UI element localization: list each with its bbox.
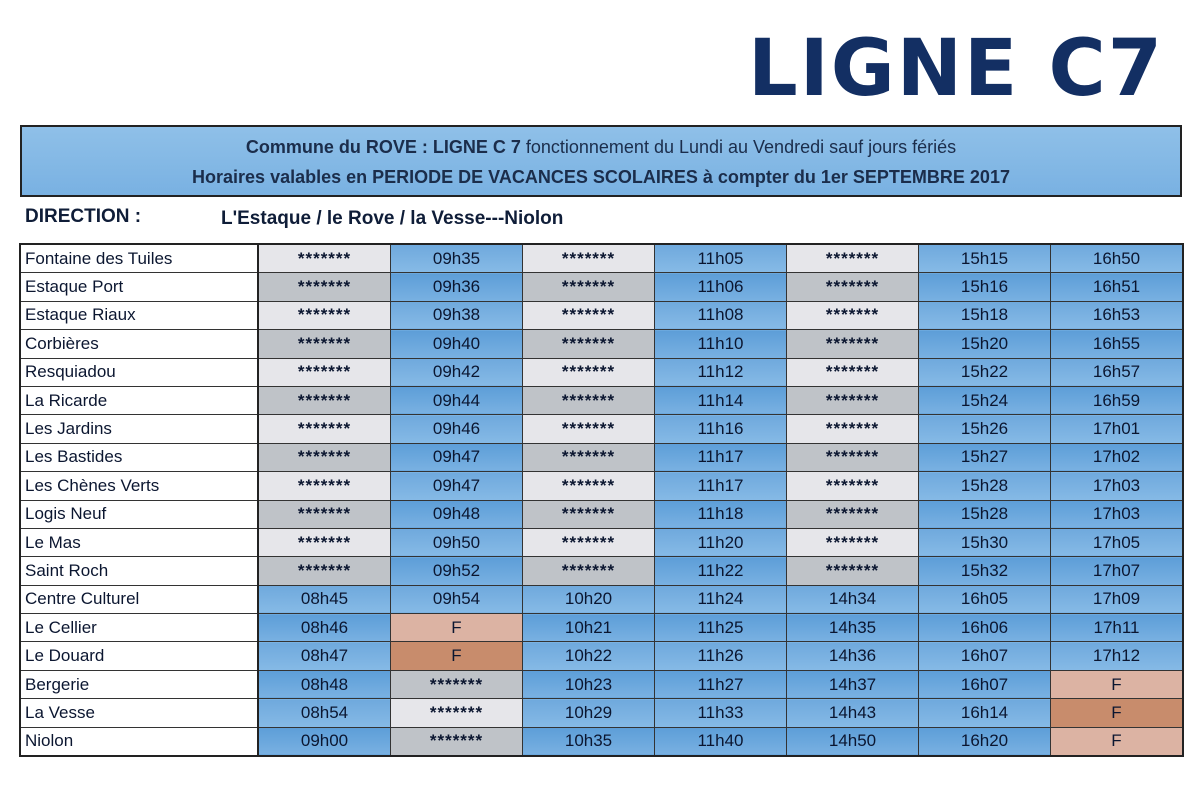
time-cell: 11h10 <box>655 330 787 358</box>
header-line-1-bold: Commune du ROVE : LIGNE C 7 <box>245 137 521 157</box>
header-line-2-date: 1er SEPTEMBRE 2017 <box>820 167 1010 187</box>
table-row <box>20 472 1183 500</box>
stop-name: Estaque Port <box>20 273 258 301</box>
time-cell: 11h40 <box>655 727 787 756</box>
time-cell: ******* <box>523 500 655 528</box>
stop-name: Le Mas <box>20 528 258 556</box>
stop-name: Les Chènes Verts <box>20 472 258 500</box>
time-cell: 17h09 <box>1051 585 1184 613</box>
time-cell: 15h18 <box>919 301 1051 329</box>
time-cell: 17h12 <box>1051 642 1184 670</box>
table-row <box>20 699 1183 727</box>
time-cell: ******* <box>523 358 655 386</box>
time-cell: 09h38 <box>391 301 523 329</box>
table-row <box>20 244 1183 273</box>
time-cell: ******* <box>523 415 655 443</box>
stop-name: Le Cellier <box>20 614 258 642</box>
table-row <box>20 330 1183 358</box>
time-cell: ******* <box>258 358 391 386</box>
time-cell: 16h14 <box>919 699 1051 727</box>
time-cell: 09h48 <box>391 500 523 528</box>
time-cell: 15h20 <box>919 330 1051 358</box>
time-cell: ******* <box>787 528 919 556</box>
time-cell: ******* <box>258 273 391 301</box>
time-cell: ******* <box>391 699 523 727</box>
header-line-2-from: à compter du <box>697 167 821 187</box>
time-cell: 15h22 <box>919 358 1051 386</box>
time-cell: 09h36 <box>391 273 523 301</box>
time-cell: 16h53 <box>1051 301 1184 329</box>
time-cell: 16h59 <box>1051 386 1184 414</box>
header-line-2-period: Horaires valables en PERIODE DE VACANCES SCOLAIRES <box>192 167 698 187</box>
time-cell: ******* <box>523 557 655 585</box>
time-cell: 14h50 <box>787 727 919 756</box>
time-cell: ******* <box>258 415 391 443</box>
time-cell: 11h18 <box>655 500 787 528</box>
time-cell: 14h36 <box>787 642 919 670</box>
time-cell: 15h27 <box>919 443 1051 471</box>
time-cell: ******* <box>258 301 391 329</box>
time-cell: 10h20 <box>523 585 655 613</box>
time-cell: 16h06 <box>919 614 1051 642</box>
time-cell: 16h07 <box>919 642 1051 670</box>
time-cell: 14h34 <box>787 585 919 613</box>
time-cell: 09h50 <box>391 528 523 556</box>
table-row <box>20 585 1183 613</box>
time-cell: 11h14 <box>655 386 787 414</box>
time-cell: ******* <box>258 386 391 414</box>
time-cell: 09h54 <box>391 585 523 613</box>
time-cell: ******* <box>258 557 391 585</box>
time-cell: ******* <box>523 443 655 471</box>
time-cell: 15h15 <box>919 244 1051 273</box>
stop-name: Le Douard <box>20 642 258 670</box>
time-cell: F <box>391 614 523 642</box>
time-cell: 16h07 <box>919 670 1051 698</box>
time-cell: 17h07 <box>1051 557 1184 585</box>
time-cell: 14h37 <box>787 670 919 698</box>
time-cell: 09h52 <box>391 557 523 585</box>
stop-name: Bergerie <box>20 670 258 698</box>
time-cell: 11h12 <box>655 358 787 386</box>
time-cell: ******* <box>523 330 655 358</box>
time-cell: ******* <box>523 244 655 273</box>
time-cell: 17h03 <box>1051 472 1184 500</box>
table-row <box>20 386 1183 414</box>
time-cell: 15h28 <box>919 472 1051 500</box>
time-cell: 10h29 <box>523 699 655 727</box>
time-cell: 09h00 <box>258 727 391 756</box>
stop-name: Niolon <box>20 727 258 756</box>
time-cell: ******* <box>391 727 523 756</box>
time-cell: 15h30 <box>919 528 1051 556</box>
time-cell: 09h40 <box>391 330 523 358</box>
time-cell: ******* <box>787 330 919 358</box>
time-cell: ******* <box>787 557 919 585</box>
time-cell: 11h20 <box>655 528 787 556</box>
time-cell: 10h23 <box>523 670 655 698</box>
time-cell: 08h47 <box>258 642 391 670</box>
table-row <box>20 301 1183 329</box>
time-cell: ******* <box>787 244 919 273</box>
time-cell: 14h43 <box>787 699 919 727</box>
timetable-body <box>20 244 1183 756</box>
time-cell: 11h24 <box>655 585 787 613</box>
time-cell: ******* <box>523 386 655 414</box>
table-row <box>20 358 1183 386</box>
time-cell: 08h45 <box>258 585 391 613</box>
time-cell: 11h06 <box>655 273 787 301</box>
time-cell: 16h50 <box>1051 244 1184 273</box>
time-cell: F <box>391 642 523 670</box>
time-cell: 16h51 <box>1051 273 1184 301</box>
time-cell: 11h22 <box>655 557 787 585</box>
time-cell: 09h35 <box>391 244 523 273</box>
time-cell: ******* <box>258 472 391 500</box>
table-row <box>20 670 1183 698</box>
stop-name: Logis Neuf <box>20 500 258 528</box>
time-cell: ******* <box>391 670 523 698</box>
time-cell: 16h05 <box>919 585 1051 613</box>
time-cell: 17h11 <box>1051 614 1184 642</box>
time-cell: ******* <box>523 301 655 329</box>
time-cell: 09h47 <box>391 443 523 471</box>
time-cell: 11h26 <box>655 642 787 670</box>
time-cell: 15h16 <box>919 273 1051 301</box>
time-cell: 09h46 <box>391 415 523 443</box>
time-cell: ******* <box>523 273 655 301</box>
time-cell: 14h35 <box>787 614 919 642</box>
stop-name: Les Bastides <box>20 443 258 471</box>
table-row <box>20 443 1183 471</box>
time-cell: 17h01 <box>1051 415 1184 443</box>
time-cell: ******* <box>523 472 655 500</box>
stop-name: Estaque Riaux <box>20 301 258 329</box>
time-cell: ******* <box>787 273 919 301</box>
time-cell: 11h16 <box>655 415 787 443</box>
stop-name: Resquiadou <box>20 358 258 386</box>
table-row <box>20 415 1183 443</box>
direction-route: L'Estaque / le Rove / la Vesse---Niolon <box>221 208 564 229</box>
stop-name: Corbières <box>20 330 258 358</box>
time-cell: 16h55 <box>1051 330 1184 358</box>
timetable <box>19 243 1184 757</box>
time-cell: ******* <box>787 443 919 471</box>
time-cell: 16h20 <box>919 727 1051 756</box>
schedule-header <box>20 125 1182 197</box>
time-cell: 09h44 <box>391 386 523 414</box>
time-cell: 10h22 <box>523 642 655 670</box>
time-cell: 11h25 <box>655 614 787 642</box>
page-title: LIGNE C7 <box>748 24 1164 114</box>
time-cell: 08h46 <box>258 614 391 642</box>
stop-name: Les Jardins <box>20 415 258 443</box>
time-cell: 11h27 <box>655 670 787 698</box>
time-cell: ******* <box>258 330 391 358</box>
time-cell: 10h35 <box>523 727 655 756</box>
stop-name: Saint Roch <box>20 557 258 585</box>
header-line-1-rest: fonctionnement du Lundi au Vendredi sauf jours fériés <box>520 137 957 157</box>
stop-name: La Vesse <box>20 699 258 727</box>
time-cell: ******* <box>787 415 919 443</box>
time-cell: ******* <box>258 244 391 273</box>
time-cell: ******* <box>787 358 919 386</box>
stop-name: La Ricarde <box>20 386 258 414</box>
table-row <box>20 500 1183 528</box>
time-cell: 09h42 <box>391 358 523 386</box>
time-cell: 10h21 <box>523 614 655 642</box>
stop-name: Centre Culturel <box>20 585 258 613</box>
table-row <box>20 727 1183 756</box>
time-cell: 17h02 <box>1051 443 1184 471</box>
time-cell: 15h32 <box>919 557 1051 585</box>
time-cell: ******* <box>787 472 919 500</box>
time-cell: 17h05 <box>1051 528 1184 556</box>
time-cell: 15h28 <box>919 500 1051 528</box>
time-cell: 11h08 <box>655 301 787 329</box>
time-cell: 16h57 <box>1051 358 1184 386</box>
time-cell: 11h33 <box>655 699 787 727</box>
direction-label: DIRECTION : <box>25 206 142 227</box>
table-row <box>20 614 1183 642</box>
time-cell: 17h03 <box>1051 500 1184 528</box>
time-cell: ******* <box>787 500 919 528</box>
time-cell: 09h47 <box>391 472 523 500</box>
time-cell: ******* <box>523 528 655 556</box>
time-cell: F <box>1051 727 1184 756</box>
stop-name: Fontaine des Tuiles <box>20 244 258 273</box>
time-cell: ******* <box>258 528 391 556</box>
table-row <box>20 642 1183 670</box>
table-row <box>20 528 1183 556</box>
time-cell: ******* <box>258 443 391 471</box>
time-cell: F <box>1051 670 1184 698</box>
time-cell: 11h17 <box>655 472 787 500</box>
time-cell: F <box>1051 699 1184 727</box>
time-cell: 08h54 <box>258 699 391 727</box>
time-cell: 11h05 <box>655 244 787 273</box>
time-cell: 15h24 <box>919 386 1051 414</box>
header-line-1 <box>22 132 1180 162</box>
time-cell: 15h26 <box>919 415 1051 443</box>
time-cell: 11h17 <box>655 443 787 471</box>
table-row <box>20 557 1183 585</box>
time-cell: 08h48 <box>258 670 391 698</box>
header-line-2 <box>22 162 1180 192</box>
time-cell: ******* <box>258 500 391 528</box>
time-cell: ******* <box>787 386 919 414</box>
table-row <box>20 273 1183 301</box>
time-cell: ******* <box>787 301 919 329</box>
